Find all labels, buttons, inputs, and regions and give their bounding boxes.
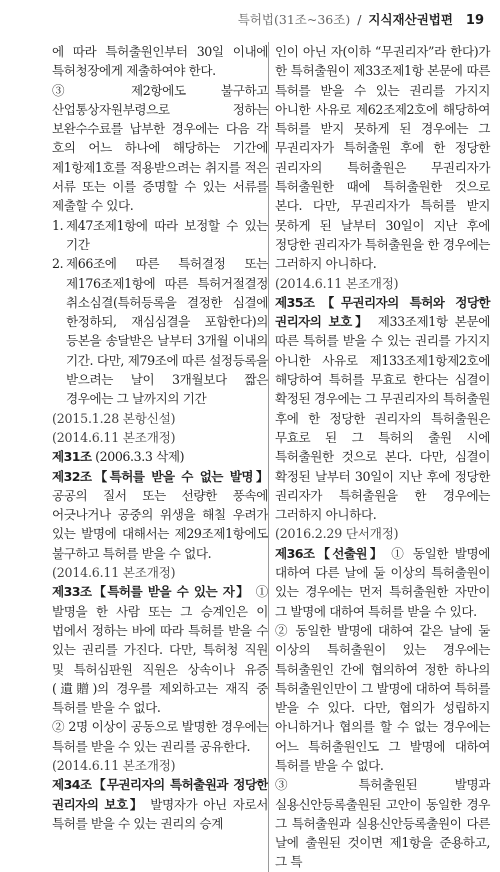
amendment-note: (2014.6.11 본조개정) xyxy=(52,429,176,445)
article-text: (2006.3.3 삭제) xyxy=(95,449,185,465)
paragraph: ③ 제2항에도 불구하고 산업통상자원부령으로 정하는 보완수수료를 납부한 경우에는 다음 각 호의 어느 하나에 해당하는 기간에 제1항제1호를 적용받으려는 취지를 적은 서류 또는 이를 증명할 수 있는 서류를 제출할 수 있다. xyxy=(52,82,268,214)
article-heading: 제33조【특허를 받을 수 있는 자】 xyxy=(52,584,251,600)
list-item xyxy=(52,254,268,408)
article-35 xyxy=(275,293,490,525)
article-heading: 제34조【무권리자의 특허출원과 정당한 권리자의 보호】 xyxy=(52,777,268,812)
article-heading: 제31조 xyxy=(52,449,92,465)
article-36 xyxy=(275,544,490,621)
list-text: 제66조에 따른 특허결정 또는 제176조제1항에 따른 특허거절결정 취소심결(특허등록을 결정한 심결에 한정하되, 재심심결을 포함한다)의 등본을 송달받은 날부터 3개월 이내의 기간. 다만, 제79조에 따른 설정등록을 받으려는 날이 3개월보다 짧은 경우에는 그 날까지의 기간 xyxy=(66,256,268,407)
paragraph: ② 2명 이상이 공동으로 발명한 경우에는 특허를 받을 수 있는 권리를 공유한다. xyxy=(52,719,268,754)
article-text: 공공의 질서 또는 선량한 풍속에 어긋나거나 공중의 위생을 해칠 우려가 있는 발명에 대해서는 제29조제1항에도 불구하고 특허를 받을 수 없다. xyxy=(52,487,268,561)
article-heading: 제36조【선출원】 xyxy=(275,545,385,561)
page-header xyxy=(238,10,484,28)
list-text: 제47조제1항에 따라 보정할 수 있는 기간 xyxy=(66,217,268,252)
header-separator: / xyxy=(357,12,362,27)
paragraph: 인이 아닌 자(이하 “무권리자”라 한다)가 한 특허출원이 제33조제1항 본문에 따른 특허를 받을 수 있는 권리를 가지지 아니한 사유로 제62조제2호에 해당하여 특허를 받지 못하게 된 경우에는 그 무권리자가 특허출원 후에 한 정당한 권리자의 특허출원은 무권리자가 특허출원한 때에 특허출원한 것으로 본다. 다만, 무권리자가 특허를 받지 못하게 된 날부터 30일이 지난 후에 정당한 권리자가 특허출원을 한 경우에는 그러하지 아니하다. xyxy=(275,44,490,272)
article-33 xyxy=(52,582,268,717)
paragraph: 에 따라 특허출원인부터 30일 이내에 특허청장에게 제출하여야 한다. xyxy=(52,44,268,79)
amendment-note: (2014.6.11 본조개정) xyxy=(52,757,176,773)
article-text: ① 발명을 한 사람 또는 그 승계인은 이 법에서 정하는 바에 따라 특허를 받을 수 있는 권리를 가진다. 다만, 특허청 직원 및 특허심판원 직원은 상속이나 유증(遺贈)의 경우를 제외하고는 재직 중 특허를 받을 수 없다. xyxy=(52,584,268,716)
page-number: 19 xyxy=(465,13,484,28)
article-31 xyxy=(52,447,268,466)
right-column xyxy=(268,42,490,872)
section-range: 특허법(31조~36조) xyxy=(237,12,351,27)
amendment-note: (2014.6.11 본조개정) xyxy=(52,565,176,581)
article-heading: 제32조【특허를 받을 수 없는 발명】 xyxy=(52,468,268,484)
amendment-note: (2015.1.28 본항신설) xyxy=(52,410,176,426)
list-item xyxy=(52,216,268,255)
amendment-note: (2014.6.11 본조개정) xyxy=(275,275,399,291)
paragraph: ② 동일한 발명에 대하여 같은 날에 둘 이상의 특허출원이 있는 경우에는 특허출원인 간에 협의하여 정한 하나의 특허출원인만이 그 발명에 대하여 특허를 받을 수 있다. 다만, 협의가 성립하지 아니하거나 협의를 할 수 없는 경우에는 어느 특허출원인도 그 발명에 대하여 특허를 받을 수 없다. xyxy=(275,622,490,773)
article-32 xyxy=(52,467,268,563)
paragraph: ③ 특허출원된 발명과 실용신안등록출원된 고안이 동일한 경우 그 특허출원과 실용신안등록출원이 다른 날에 출원된 것이면 제1항을 준용하고, 그 특 xyxy=(275,777,490,870)
list-number: 1. xyxy=(52,217,64,233)
article-text: 발명자가 아닌 자로서 특허를 받을 수 있는 권리의 승계 xyxy=(52,796,269,831)
article-text: 제33조제1항 본문에 따른 특허를 받을 수 있는 권리를 가지지 아니한 사유로 제133조제1항제2호에 해당하여 특허를 무효로 한다는 심결이 확정된 경우에는 그 무권리자의 특허출원 후에 한 정당한 권리자의 특허출원은 무효로 된 그 특허의 출원 시에 특허출원한 것으로 본다. 다만, 심결이 확정된 날부터 30일이 지난 후에 정당한 권리자가 특허출원을 한 경우에는 그러하지 아니하다. xyxy=(275,314,490,523)
left-column xyxy=(52,42,268,833)
article-text: ① 동일한 발명에 대하여 다른 날에 둘 이상의 특허출원이 있는 경우에는 먼저 특허출원한 자만이 그 발명에 대하여 특허를 받을 수 있다. xyxy=(275,545,490,619)
article-heading: 제35조【무권리자의 특허와 정당한 권리자의 보호】 xyxy=(275,294,490,330)
amendment-note: (2016.2.29 단서개정) xyxy=(275,526,399,542)
book-title: 지식재산권법편 xyxy=(368,12,453,27)
article-34 xyxy=(52,775,268,833)
list-number: 2. xyxy=(52,256,64,272)
